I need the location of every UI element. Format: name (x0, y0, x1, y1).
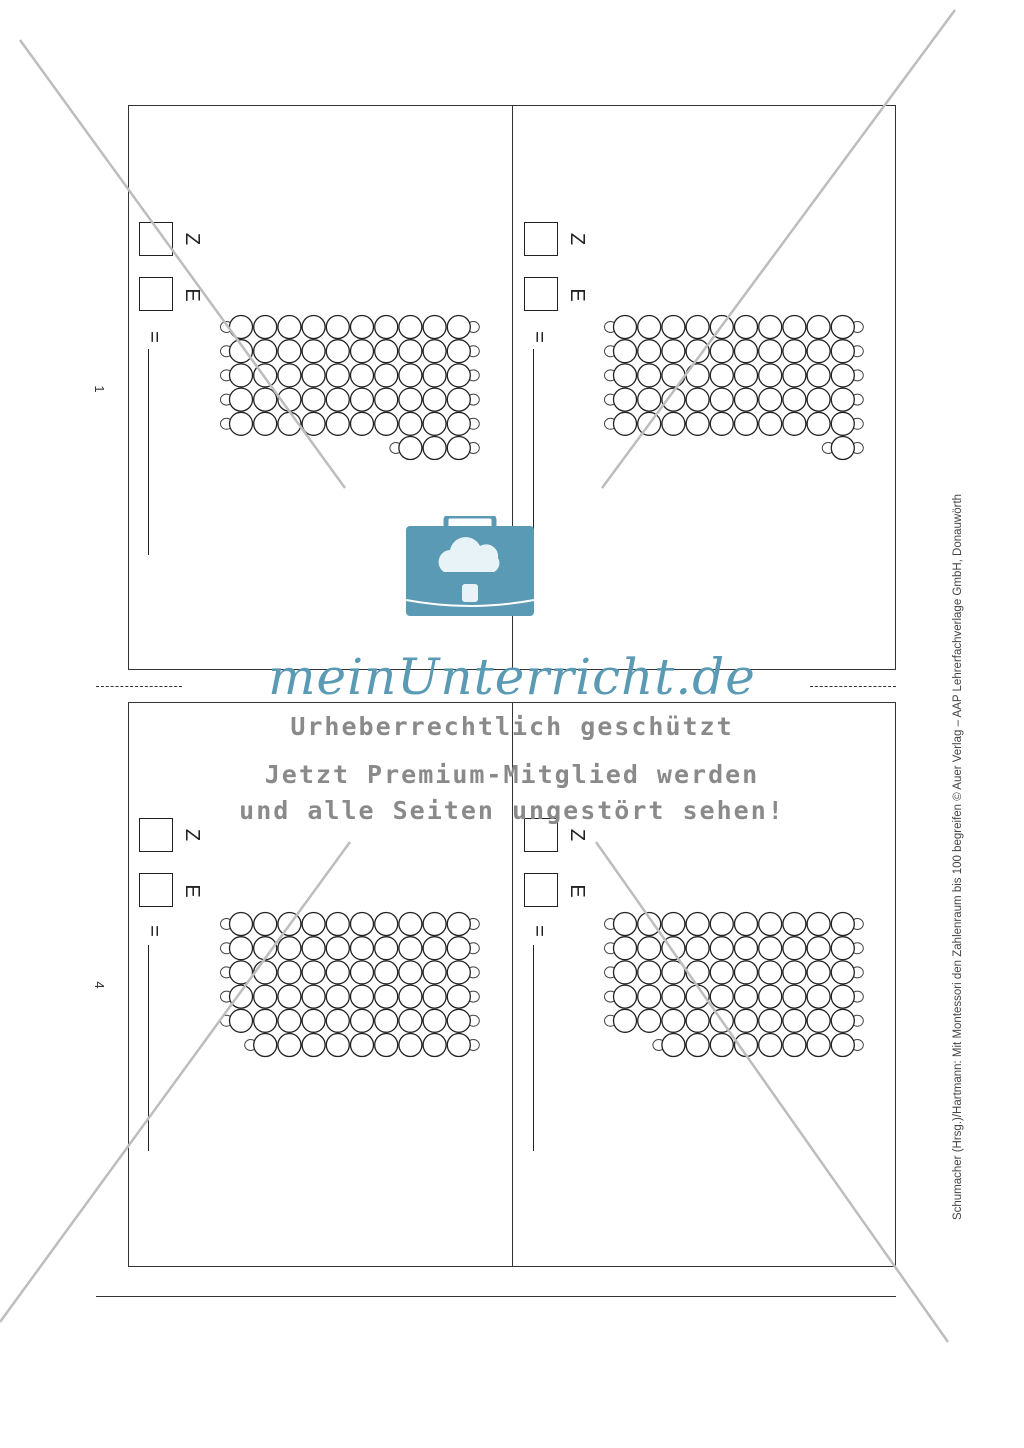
bead (638, 412, 661, 435)
bead (230, 364, 253, 387)
bead (375, 364, 398, 387)
bead (326, 985, 349, 1008)
bead (326, 937, 349, 960)
bead (423, 412, 446, 435)
ones-label: E (566, 288, 588, 302)
tens-label: Z (181, 232, 203, 246)
equals-sign: = (143, 331, 165, 343)
bead (302, 985, 325, 1008)
bead (447, 961, 470, 984)
bead (735, 1034, 758, 1057)
bead (375, 961, 398, 984)
bead (230, 412, 253, 435)
bead (710, 1034, 733, 1057)
tens-label: Z (566, 828, 588, 842)
bead (351, 364, 374, 387)
bead (710, 985, 733, 1008)
tens-label: Z (566, 232, 588, 246)
bead (807, 340, 830, 363)
bead (447, 412, 470, 435)
bead (254, 340, 277, 363)
number-card-2 (512, 105, 896, 669)
bead (686, 1034, 709, 1057)
bead (399, 1034, 422, 1057)
bead (638, 937, 661, 960)
bead (710, 316, 733, 339)
bead-chain-10 (221, 937, 480, 960)
bead (831, 1009, 854, 1032)
bead (614, 961, 637, 984)
bead-chain-10 (605, 913, 864, 936)
bead (254, 913, 277, 936)
bead (662, 1034, 685, 1057)
bead (735, 1009, 758, 1032)
bead (831, 364, 854, 387)
bead (230, 937, 253, 960)
bead (399, 437, 422, 460)
bead-chain-1 (822, 437, 863, 460)
publisher-credit: Schumacher (Hrsg.)/Hartmann: Mit Montessori den Zahlenraum bis 100 begreifen © Auer Verlag – AAP Lehrerfachverlage GmbH, Donauwörth (952, 493, 964, 1221)
bead (807, 985, 830, 1008)
watermark-line-3: und alle Seiten ungestört sehen! (239, 796, 785, 825)
bead (447, 388, 470, 411)
tens-label: Z (181, 828, 203, 842)
bead (759, 985, 782, 1008)
bead (662, 388, 685, 411)
bead (447, 937, 470, 960)
bead (807, 388, 830, 411)
bead (831, 437, 854, 460)
bead (735, 340, 758, 363)
bead (375, 412, 398, 435)
bead (783, 412, 806, 435)
bead (254, 961, 277, 984)
bead (399, 316, 422, 339)
bead (399, 913, 422, 936)
bead (638, 913, 661, 936)
bead (807, 316, 830, 339)
bead (254, 388, 277, 411)
bead (399, 412, 422, 435)
bead (423, 985, 446, 1008)
bead (278, 364, 301, 387)
bead (423, 316, 446, 339)
watermark-line-1: Urheberrechtlich geschützt (290, 712, 734, 741)
bead (375, 1034, 398, 1057)
bead (230, 961, 253, 984)
bead (735, 985, 758, 1008)
bead (375, 937, 398, 960)
bead-chain-10 (605, 388, 864, 411)
bead (254, 412, 277, 435)
bead (710, 937, 733, 960)
bead (326, 1034, 349, 1057)
bead-chain-10 (221, 961, 480, 984)
bead (662, 316, 685, 339)
bead (614, 364, 637, 387)
bead (423, 437, 446, 460)
bead-chain-10 (221, 412, 480, 435)
bead-chain-10 (605, 937, 864, 960)
bead (326, 913, 349, 936)
bead (423, 961, 446, 984)
bead (326, 316, 349, 339)
bead (614, 1009, 637, 1032)
bead (230, 340, 253, 363)
bead (278, 1009, 301, 1032)
bead (447, 364, 470, 387)
bead (447, 1034, 470, 1057)
bead-chain-10 (605, 985, 864, 1008)
bead (735, 412, 758, 435)
bead (447, 316, 470, 339)
bead-chain-10 (605, 961, 864, 984)
bead (375, 316, 398, 339)
bead (710, 961, 733, 984)
bead (351, 985, 374, 1008)
bead (831, 961, 854, 984)
card-number-4: 4 (92, 981, 107, 989)
bead (302, 316, 325, 339)
bead (735, 961, 758, 984)
bead (423, 1034, 446, 1057)
bead (447, 340, 470, 363)
bead (302, 388, 325, 411)
bead (351, 961, 374, 984)
bead (399, 1009, 422, 1032)
bead (783, 364, 806, 387)
bead (710, 1009, 733, 1032)
bead (759, 412, 782, 435)
bead (710, 364, 733, 387)
bead (399, 937, 422, 960)
watermark-line-2: Jetzt Premium-Mitglied werden (264, 760, 760, 789)
bead (230, 316, 253, 339)
bead (423, 340, 446, 363)
bead (638, 388, 661, 411)
bead (807, 1009, 830, 1032)
bead (759, 316, 782, 339)
bead (302, 340, 325, 363)
bead (614, 985, 637, 1008)
bead (351, 1034, 374, 1057)
bead (399, 364, 422, 387)
bead-chain-10 (605, 412, 864, 435)
bead (710, 388, 733, 411)
bead (783, 1009, 806, 1032)
ones-label: E (181, 884, 203, 898)
bead (735, 316, 758, 339)
bead (783, 913, 806, 936)
bead (614, 913, 637, 936)
bead (759, 961, 782, 984)
bead (351, 937, 374, 960)
bead (662, 364, 685, 387)
bead (662, 913, 685, 936)
bead (278, 316, 301, 339)
bead (686, 1009, 709, 1032)
bead-chain-10 (221, 316, 480, 339)
bead (254, 985, 277, 1008)
bead (423, 388, 446, 411)
bead (831, 340, 854, 363)
bead (351, 412, 374, 435)
bead (399, 340, 422, 363)
bead (638, 961, 661, 984)
bead (759, 388, 782, 411)
bead (399, 985, 422, 1008)
watermark-brand: meinUnterricht.de (268, 648, 756, 706)
equals-sign: = (143, 925, 165, 937)
bead (638, 316, 661, 339)
bead (783, 937, 806, 960)
bead (423, 1009, 446, 1032)
bead (447, 913, 470, 936)
bead (375, 913, 398, 936)
bead (423, 937, 446, 960)
bead (686, 364, 709, 387)
bead (638, 985, 661, 1008)
bead (783, 985, 806, 1008)
bead (278, 412, 301, 435)
bead (759, 364, 782, 387)
bead (351, 316, 374, 339)
bead (614, 388, 637, 411)
bead (302, 961, 325, 984)
bead (326, 340, 349, 363)
bead (302, 364, 325, 387)
bead-chain-10 (221, 1009, 480, 1032)
bead (638, 340, 661, 363)
bead (278, 961, 301, 984)
bead (278, 985, 301, 1008)
bead-chain-9 (245, 1034, 480, 1057)
bead (230, 1009, 253, 1032)
bead (399, 961, 422, 984)
bead (710, 412, 733, 435)
bead (735, 937, 758, 960)
bead (735, 913, 758, 936)
bead (783, 1034, 806, 1057)
bead (759, 913, 782, 936)
bead (686, 937, 709, 960)
bead-chain-10 (605, 364, 864, 387)
bead (302, 412, 325, 435)
bead (662, 985, 685, 1008)
bead (686, 913, 709, 936)
bead (447, 985, 470, 1008)
bead-chains (512, 105, 896, 669)
bead (807, 1034, 830, 1057)
bead (375, 388, 398, 411)
bead (710, 913, 733, 936)
bead (326, 388, 349, 411)
bead-chain-10 (605, 340, 864, 363)
bead (614, 937, 637, 960)
bead (783, 388, 806, 411)
bead (783, 961, 806, 984)
bead (759, 1009, 782, 1032)
bead-chain-10 (221, 985, 480, 1008)
bead (278, 388, 301, 411)
bead (230, 913, 253, 936)
bead (831, 1034, 854, 1057)
bead (326, 412, 349, 435)
bead (351, 340, 374, 363)
bead (807, 364, 830, 387)
bead (831, 412, 854, 435)
bead (278, 340, 301, 363)
bead (638, 1009, 661, 1032)
bead (302, 1034, 325, 1057)
bead (686, 340, 709, 363)
bead (831, 388, 854, 411)
bead (351, 913, 374, 936)
bead (686, 985, 709, 1008)
bead (254, 316, 277, 339)
bead (735, 364, 758, 387)
bead (375, 340, 398, 363)
bead (351, 1009, 374, 1032)
equals-sign: = (528, 331, 550, 343)
bead (831, 985, 854, 1008)
bead (662, 412, 685, 435)
ones-label: E (566, 884, 588, 898)
bead (399, 388, 422, 411)
bead-chain-10 (605, 316, 864, 339)
bead-chain-8 (653, 1034, 863, 1057)
bead (662, 961, 685, 984)
bead (759, 340, 782, 363)
bead (230, 388, 253, 411)
bead (831, 937, 854, 960)
bead (614, 412, 637, 435)
bead-chain-10 (605, 1009, 864, 1032)
bead (686, 412, 709, 435)
bead-chain-3 (390, 437, 479, 460)
bead (662, 937, 685, 960)
bead (807, 937, 830, 960)
bead (759, 1034, 782, 1057)
bead (759, 937, 782, 960)
bead (614, 340, 637, 363)
bead (807, 913, 830, 936)
bead (351, 388, 374, 411)
bead (638, 364, 661, 387)
bead (735, 388, 758, 411)
bead (662, 340, 685, 363)
bead (686, 961, 709, 984)
bead (278, 937, 301, 960)
bead (254, 1009, 277, 1032)
bead-chain-10 (221, 340, 480, 363)
bead (447, 1009, 470, 1032)
bead (254, 937, 277, 960)
card-number-1: 1 (92, 385, 107, 393)
bead (686, 388, 709, 411)
bead-chain-10 (221, 913, 480, 936)
bead (230, 985, 253, 1008)
bead (302, 913, 325, 936)
bead (375, 985, 398, 1008)
bead (686, 316, 709, 339)
bead (662, 1009, 685, 1032)
bead (254, 1034, 277, 1057)
bead (375, 1009, 398, 1032)
bead (278, 1034, 301, 1057)
bead (254, 364, 277, 387)
bead (831, 316, 854, 339)
bead (423, 364, 446, 387)
bead-chain-10 (221, 364, 480, 387)
bead (423, 913, 446, 936)
briefcase-cloud-icon (406, 516, 536, 622)
ones-label: E (181, 288, 203, 302)
bead-chain-10 (221, 388, 480, 411)
bead (807, 412, 830, 435)
bead (614, 316, 637, 339)
equals-sign: = (528, 925, 550, 937)
bead (447, 437, 470, 460)
bead (326, 1009, 349, 1032)
bead (831, 913, 854, 936)
bead (302, 937, 325, 960)
bead (710, 340, 733, 363)
bead (326, 961, 349, 984)
bead (278, 913, 301, 936)
footer-rule (96, 1296, 896, 1297)
bead (783, 340, 806, 363)
bead (326, 364, 349, 387)
bead (302, 1009, 325, 1032)
bead (783, 316, 806, 339)
bead (807, 961, 830, 984)
